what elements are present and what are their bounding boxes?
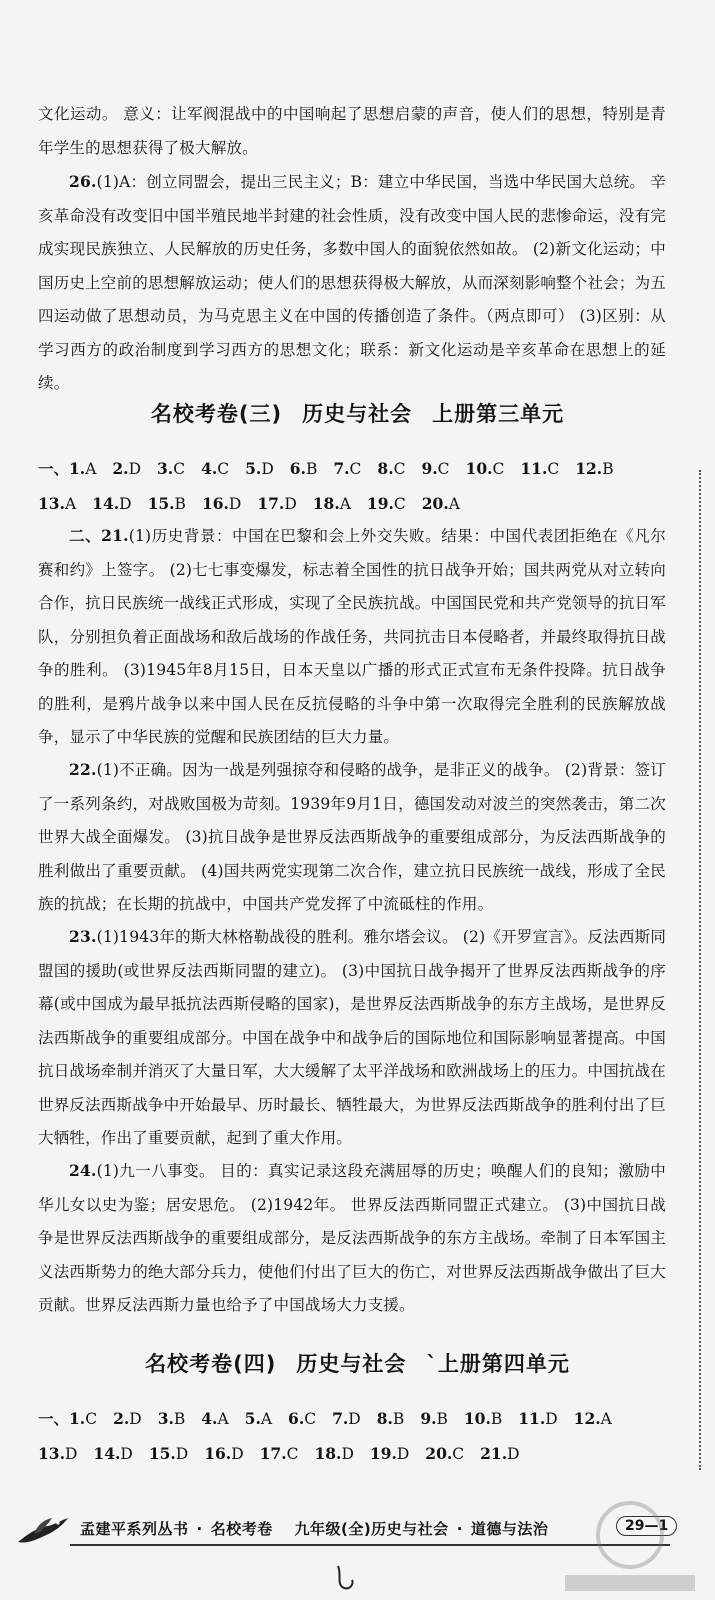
answer-26: 26.(1)A：创立同盟会，提出三民主义；B：建立中华民国，当选中华民国大总统。 辛亥革命没有改变旧中国半殖民地半封建的社会性质，没有改变中国人民的悲惨命运，没有完成实现民族独立、人民解放的历史任务，多数中国人的面貌依然如故。 (2)新文化运动；中国历史上空前的思想解放运动；使人们的思想获得极大解放，从而深刻影响整个社会；为五四运动做了思想动员，为马克思主义在中国的传播创造了条件。（两点即可） (3)区别：从学习西方的政治制度到学习西方的思想文化；联系：新文化运动是辛亥革命在思想上的延续。	[38, 172, 667, 392]
mc-answer-letter: D	[545, 1410, 558, 1428]
mc-answer-item	[421, 452, 449, 487]
mc-answer-item	[288, 1402, 316, 1437]
mc-question-number: 15.	[148, 1443, 176, 1463]
mc-question-number: 8.	[377, 459, 394, 478]
mc-question-number: 12.	[573, 1409, 601, 1428]
mc-answer-item	[377, 452, 405, 487]
mc-question-number: 13.	[38, 493, 65, 513]
mc-question-number: 5.	[244, 1409, 261, 1428]
section3-mc-answers	[38, 452, 678, 521]
mc-answer-letter: C	[286, 1444, 299, 1463]
mc-answer-letter: C	[349, 460, 362, 478]
mc-question-number: 6.	[289, 459, 306, 478]
mc-answer-letter: C	[393, 494, 406, 513]
mc-answer-letter: C	[393, 460, 406, 478]
mc-answer-letter: C	[452, 1444, 465, 1463]
mc-answer-item	[260, 1437, 299, 1472]
mc-question-number: 5.	[245, 459, 262, 478]
mc-question-number: 7.	[332, 1409, 349, 1428]
mc-question-number: 一、1.	[38, 459, 86, 478]
mc-row	[38, 1437, 678, 1472]
mc-answer-item	[38, 452, 96, 487]
mc-answer-letter: D	[348, 1410, 361, 1428]
mc-question-number: 15.	[147, 493, 175, 513]
mc-answer-letter: B	[174, 494, 186, 513]
mc-answer-item	[332, 1402, 361, 1437]
mc-answer-item	[245, 452, 274, 487]
mc-answer-item	[425, 1437, 464, 1472]
mc-question-number: 2.	[112, 459, 129, 478]
mc-question-number: 9.	[421, 459, 438, 478]
mc-question-number: 3.	[157, 459, 174, 478]
mc-answer-letter: C	[492, 460, 505, 478]
mc-question-number: 20.	[425, 1443, 453, 1463]
mc-answer-item	[113, 1402, 142, 1437]
mc-question-number: 21.	[480, 1443, 508, 1463]
mc-answer-letter: A	[339, 494, 351, 513]
mc-answer-letter: D	[284, 494, 297, 513]
mc-question-number: 18.	[312, 493, 340, 513]
mc-question-number: 8.	[376, 1409, 393, 1428]
mc-answer-item	[370, 1437, 409, 1472]
answer-21: 二、21.(1)历史背景：中国在巴黎和会上外交失败。结果：中国代表团拒绝在《凡尔赛和约》上签字。 (2)七七事变爆发，标志着全国性的抗日战争开始；国共两党从对立转向合作，抗日民族统一战线正式形成，实现了全民族抗战。中国国民党和共产党领导的抗日军队，分别担负着正面战场和敌后战场的作战任务，共同抗击日本侵略者，并最终取得抗日战争的胜利。 (3)1945年8月15日，日本天皇以广播的形式正式宣布无条件投降。抗日战争的胜利，是鸦片战争以来中国人民在反抗侵略的斗争中第一次取得完全胜利的民族解放战争，显示了中华民族的觉醒和民族团结的巨大力量。	[38, 526, 667, 746]
mc-answer-item	[464, 1402, 502, 1437]
mc-answer-letter: D	[128, 460, 142, 478]
mc-question-number: 14.	[93, 1443, 121, 1463]
mc-answer-letter: D	[228, 494, 242, 513]
mc-answer-letter: A	[85, 460, 97, 478]
mc-answer-letter: A	[64, 494, 77, 513]
mc-answer-letter: D	[64, 1444, 78, 1463]
mc-answer-item	[92, 487, 131, 522]
mc-answer-letter: C	[437, 460, 450, 478]
mc-answer-letter: D	[129, 1410, 142, 1428]
page-number: 29—1	[616, 1516, 677, 1536]
mc-answer-item	[518, 1402, 557, 1437]
mc-answer-item	[314, 1437, 353, 1472]
mc-question-number: 16.	[201, 493, 229, 513]
mc-answer-item	[158, 1402, 186, 1437]
section4-mc-answers	[38, 1402, 678, 1471]
mc-answer-letter: D	[231, 1444, 244, 1463]
mc-answer-item	[257, 487, 296, 522]
mc-question-number: 10.	[463, 1409, 491, 1428]
mc-row	[38, 452, 678, 487]
mc-question-number: 17.	[257, 493, 285, 513]
mc-answer-letter: D	[341, 1444, 354, 1463]
mc-question-number: 4.	[201, 1409, 218, 1428]
mc-question-number: 18.	[314, 1443, 342, 1463]
mc-answer-item	[38, 487, 76, 522]
mc-answer-item	[377, 1402, 405, 1437]
mc-question-number: 一、1.	[38, 1409, 86, 1428]
mc-question-number: 2.	[113, 1409, 130, 1428]
answer-24: 24.(1)九一八事变。 目的：真实记录这段充满屈辱的历史；唤醒人们的良知；激励中华儿女以史为鉴；居安思危。 (2)1942年。 世界反法西斯同盟正式建立。 (3)中国抗日战争是世界反法西斯战争的重要组成部分，是反法西斯战争的东方主战场。牵制了日本军国主义法西斯势力的绝大部分兵力，使他们付出了巨大的伤亡，对世界反法西斯战争做出了巨大贡献。世界反法西斯力量也给予了中国战场大力支援。	[38, 1161, 667, 1314]
mc-question-number: 19.	[366, 493, 394, 513]
mc-answer-letter: D	[119, 494, 132, 513]
mc-answer-letter: B	[490, 1410, 503, 1428]
mc-question-number: 20.	[421, 493, 449, 513]
mc-answer-letter: C	[173, 460, 186, 478]
mc-answer-letter: C	[217, 460, 230, 478]
mc-answer-letter: C	[304, 1410, 317, 1428]
mc-question-number: 10.	[465, 459, 493, 478]
mc-answer-item	[93, 1437, 132, 1472]
mc-question-number: 13.	[38, 1443, 65, 1463]
mc-question-number: 17.	[259, 1443, 287, 1463]
mc-answer-item	[204, 1437, 243, 1472]
mc-answer-letter: D	[507, 1444, 520, 1463]
mc-answer-item	[202, 487, 241, 522]
mc-row	[38, 487, 678, 522]
footer-series-text: 孟建平系列丛书 · 名校考卷 九年级(全)历史与社会 · 道德与法治	[80, 1520, 549, 1538]
mc-answer-letter: A	[600, 1410, 612, 1428]
section4-heading: 名校考卷(四) 历史与社会 `上册第四单元	[145, 1352, 570, 1376]
mc-answer-letter: B	[173, 1410, 186, 1428]
mc-answer-item	[313, 487, 351, 522]
mc-answer-item	[245, 1402, 272, 1437]
paragraph-25-tail: 文化运动。 意义：让军阀混战中的中国响起了思想启蒙的声音，使人们的思想，特别是青年学生的思想获得了极大解放。	[38, 105, 666, 157]
mc-answer-item	[420, 1402, 448, 1437]
mc-question-number: 7.	[333, 459, 350, 478]
mc-question-number: 11.	[518, 1409, 546, 1428]
mc-answer-item	[148, 487, 186, 522]
watermark-logo-icon	[555, 1495, 705, 1595]
mc-answer-item	[112, 452, 141, 487]
mc-answer-item	[290, 452, 318, 487]
mc-question-number: 4.	[201, 459, 218, 478]
bird-logo-icon	[14, 1514, 72, 1548]
mc-question-number: 3.	[157, 1409, 174, 1428]
mc-answer-item	[157, 452, 185, 487]
mc-answer-item	[149, 1437, 188, 1472]
mc-answer-item	[38, 1402, 97, 1437]
mc-answer-item	[574, 1402, 612, 1437]
mc-answer-letter: D	[396, 1444, 410, 1463]
mc-question-number: 9.	[420, 1409, 437, 1428]
mc-answer-letter: B	[602, 460, 614, 478]
mc-answer-letter: B	[305, 460, 318, 478]
answer-23: 23.(1)1943年的斯大林格勒战役的胜利。雅尔塔会议。 (2)《开罗宣言》。反法西斯同盟国的援助(或世界反法西斯同盟的建立)。 (3)中国抗日战争揭开了世界反法西斯战争的序幕(或中国成为最早抵抗法西斯侵略的国家)，是世界反法西斯战争的东方主战场，是世界反法西斯战争的重要组成部分。中国在战争中和战争后的国际地位和国际影响显著提高。中国抗日战场牵制并消灭了大量日军，大大缓解了太平洋战场和欧洲战场上的压力。中国抗战在世界反法西斯战争中开始最早、历时最长、牺牲最大，为世界反法西斯战争的胜利付出了巨大牺牲，作出了重要贡献，起到了重大作用。	[38, 927, 667, 1147]
section3-heading: 名校考卷(三) 历史与社会 上册第三单元	[150, 402, 565, 426]
mc-answer-letter: A	[448, 494, 460, 513]
mc-question-number: 14.	[92, 493, 120, 513]
mc-answer-item	[575, 452, 613, 487]
mc-answer-letter: A	[260, 1410, 273, 1428]
mc-answer-item	[422, 487, 460, 522]
mc-question-number: 6.	[288, 1409, 305, 1428]
mc-question-number: 11.	[520, 459, 548, 478]
mc-question-number: 12.	[575, 459, 603, 478]
mc-answer-item	[480, 1437, 519, 1472]
binding-edge	[697, 470, 701, 1470]
mc-answer-item	[201, 452, 229, 487]
mc-answer-letter: A	[217, 1410, 229, 1428]
mc-answer-item	[38, 1437, 77, 1472]
mc-answer-letter: D	[120, 1444, 133, 1463]
handwritten-mark-icon	[330, 1562, 360, 1592]
mc-row	[38, 1402, 678, 1437]
mc-question-number: 19.	[369, 1443, 397, 1463]
mc-question-number: 16.	[204, 1443, 232, 1463]
mc-answer-letter: C	[547, 460, 560, 478]
mc-answer-letter: B	[392, 1410, 405, 1428]
mc-answer-letter: B	[436, 1410, 448, 1428]
mc-answer-item	[466, 452, 505, 487]
mc-answer-item	[520, 452, 559, 487]
mc-answer-letter: D	[261, 460, 274, 478]
mc-answer-letter: D	[175, 1444, 189, 1463]
answer-22: 22.(1)不正确。因为一战是列强掠夺和侵略的战争，是非正义的战争。 (2)背景：签订了一系列条约，对战败国极为苛刻。1939年9月1日，德国发动对波兰的突然袭击，第二次世界大战全面爆发。 (3)抗日战争是世界反法西斯战争的重要组成部分，为反法西斯战争的胜利做出了重要贡献。 (4)国共两党实现第二次合作，建立抗日民族统一战线，形成了全民族的抗战；在长期的抗战中，中国共产党发挥了中流砥柱的作用。	[38, 760, 666, 913]
mc-answer-item	[367, 487, 406, 522]
mc-answer-letter: C	[85, 1410, 98, 1428]
mc-answer-item	[333, 452, 361, 487]
mc-answer-item	[201, 1402, 228, 1437]
